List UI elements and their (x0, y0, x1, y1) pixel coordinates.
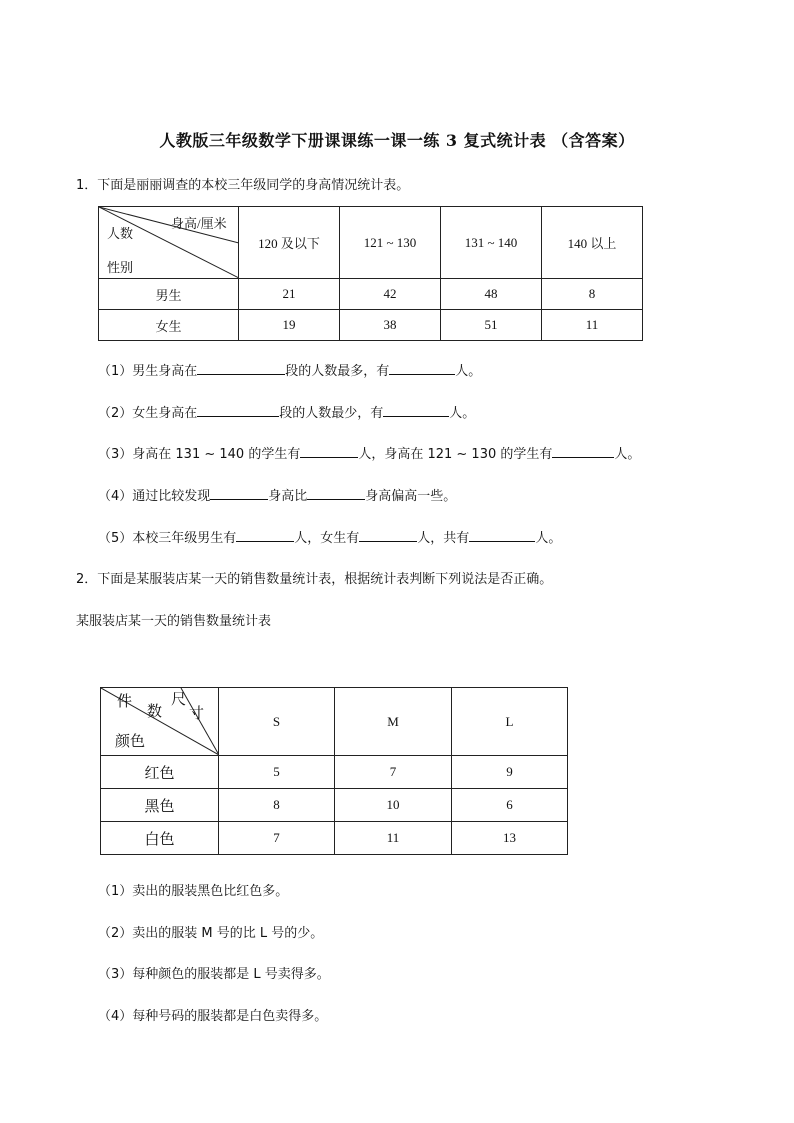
table-cell: 38 (340, 310, 441, 341)
table-cell: 11 (335, 822, 452, 855)
table-cell: 5 (219, 756, 335, 789)
row-label: 男生 (99, 279, 239, 310)
question-2-part-1: （1）卖出的服装黑色比红色多。 (98, 884, 289, 899)
table-cell: 13 (452, 822, 568, 855)
corner-color-label: 颜色 (115, 734, 146, 750)
column-header: M (335, 688, 452, 756)
corner-size-label-2: 寸 (189, 706, 205, 722)
table-cell: 10 (335, 789, 452, 822)
question-1-part-3: （3）身高在 131 ~ 140 的学生有 人，身高在 121 ~ 130 的学生有 人。 (98, 447, 641, 462)
table-cell: 48 (441, 279, 542, 310)
question-1-part-4: （4）通过比较发现 身高比 身高偏高一些。 (98, 489, 457, 504)
answer-blank[interactable] (383, 404, 449, 417)
column-header: 120 及以下 (239, 207, 340, 279)
question-2-stem: 2．下面是某服装店某一天的销售数量统计表，根据统计表判断下列说法是否正确。 (76, 572, 553, 587)
question-2-part-4: （4）每种号码的服装都是白色卖得多。 (98, 1009, 328, 1024)
answer-blank[interactable] (469, 529, 535, 542)
table-cell: 21 (239, 279, 340, 310)
table-cell: 8 (542, 279, 643, 310)
question-1-part-1: （1）男生身高在 段的人数最多，有 人。 (98, 364, 482, 379)
answer-blank[interactable] (210, 487, 268, 500)
table-cell: 7 (219, 822, 335, 855)
row-label: 红色 (101, 756, 219, 789)
answer-blank[interactable] (197, 404, 279, 417)
corner-items-label: 件 (117, 694, 133, 710)
table-cell: 8 (219, 789, 335, 822)
column-header: 140 以上 (542, 207, 643, 279)
table-cell: 11 (542, 310, 643, 341)
table-row (99, 310, 643, 341)
table-row (99, 279, 643, 310)
column-header: 131 ~ 140 (441, 207, 542, 279)
answer-blank[interactable] (307, 487, 365, 500)
question-1-part-5: （5）本校三年级男生有 人，女生有 人，共有 人。 (98, 531, 562, 546)
column-header: S (219, 688, 335, 756)
table-cell: 19 (239, 310, 340, 341)
sales-table (100, 687, 568, 855)
answer-blank[interactable] (552, 445, 614, 458)
answer-blank[interactable] (197, 362, 285, 375)
row-label: 女生 (99, 310, 239, 341)
corner-height-label: 身高/厘米 (171, 216, 227, 231)
question-1-part-2: （2）女生身高在 段的人数最少，有 人。 (98, 406, 476, 421)
answer-blank[interactable] (300, 445, 358, 458)
corner-gender-label: 性别 (107, 260, 134, 275)
table-cell: 7 (335, 756, 452, 789)
answer-blank[interactable] (389, 362, 455, 375)
table-cell: 9 (452, 756, 568, 789)
corner-count-label: 数 (147, 704, 163, 720)
question-1-stem: 1．下面是丽丽调查的本校三年级同学的身高情况统计表。 (76, 178, 410, 193)
table-caption: 某服装店某一天的销售数量统计表 (76, 614, 272, 629)
column-header: 121 ~ 130 (340, 207, 441, 279)
answer-blank[interactable] (236, 529, 294, 542)
row-label: 白色 (101, 822, 219, 855)
page-title: 人教版三年级数学下册课课练一课一练 3 复式统计表 （含答案） (159, 131, 635, 150)
question-2-part-2: （2）卖出的服装 M 号的比 L 号的少。 (98, 926, 324, 941)
question-2-part-3: （3）每种颜色的服装都是 L 号卖得多。 (98, 967, 330, 982)
table-cell: 6 (452, 789, 568, 822)
column-header: L (452, 688, 568, 756)
table-row (101, 756, 568, 789)
height-table-corner (99, 207, 239, 279)
row-label: 黑色 (101, 789, 219, 822)
corner-size-label-1: 尺 (171, 692, 187, 708)
sales-table-corner (101, 688, 219, 756)
table-cell: 42 (340, 279, 441, 310)
table-row (101, 822, 568, 855)
corner-count-label: 人数 (107, 226, 134, 241)
table-cell: 51 (441, 310, 542, 341)
height-table (98, 206, 643, 341)
answer-blank[interactable] (359, 529, 417, 542)
table-row (101, 789, 568, 822)
